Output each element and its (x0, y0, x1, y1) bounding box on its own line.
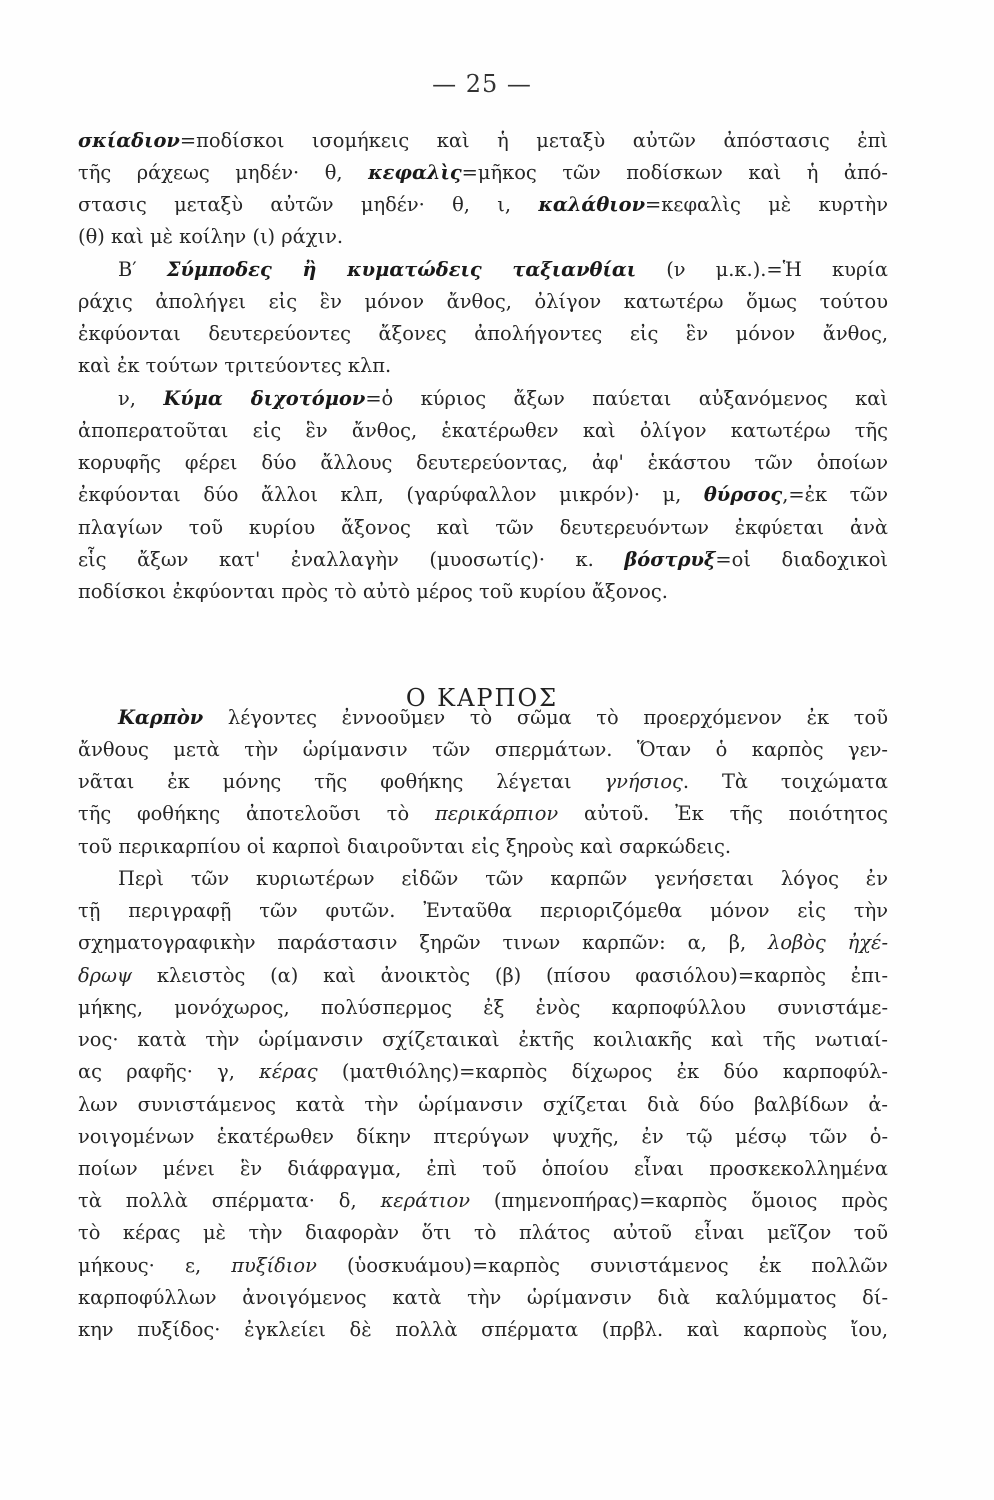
text-segment: αὐτοῦ. Ἐκ τῆς ποιότητος (558, 802, 889, 825)
term-italic: δρωψ (78, 964, 133, 987)
text-line (78, 1223, 888, 1242)
term-bold: καλάθιον (538, 193, 646, 216)
term-bold: σκίαδιον (78, 129, 180, 152)
text-line (78, 163, 888, 182)
text-segment: νοιγομένων ἑκατέρωθεν δίκην πτερύγων ψυχῆς, ἐν τῷ μέσῳ τῶν ὁ- (78, 1125, 888, 1148)
text-segment: ἄνθους μετὰ τὴν ὡρίμανσιν τῶν σπερμάτων. Ὅταν ὁ καρπὸς γεν- (78, 738, 888, 761)
section-heading: Ο ΚΑΡΠΟΣ (405, 684, 559, 712)
text-segment: (ματθιόλης)=καρπὸς δίχωρος ἐκ δύο καρποφύλ- (317, 1060, 888, 1083)
text-line (78, 837, 888, 856)
text-line (118, 389, 888, 408)
text-segment: ἀποπερατοῦται εἰς ἓν ἄνθος, ἑκατέρωθεν καὶ ὀλίγον κατωτέρω τῆς (78, 419, 888, 442)
text-segment: ποίων μένει ἓν διάφραγμα, ἐπὶ τοῦ ὁποίου εἶναι προσκεκολλημένα (78, 1157, 888, 1180)
text-segment: καρποφύλλων ἀνοιγόμενος κατὰ τὴν ὡρίμανσιν διὰ καλύμματος δί- (78, 1286, 888, 1309)
text-segment: μήκους· ε, (78, 1254, 232, 1277)
text-segment: Β′ (118, 258, 167, 281)
text-segment: τὸ κέρας μὲ τὴν διαφορὰν ὅτι τὸ πλάτος αὐτοῦ εἶναι μεῖζον τοῦ (78, 1221, 888, 1244)
text-line (118, 869, 888, 888)
text-segment: λων συνιστάμενος κατὰ τὴν ὡρίμανσιν σχίζεται διὰ δύο βαλβίδων ἀ- (78, 1093, 888, 1116)
text-line (78, 292, 888, 311)
text-line (78, 1127, 888, 1146)
text-line (78, 131, 888, 150)
text-segment: (ὑοσκυάμου)=καρπὸς συνιστάμενος ἐκ πολλῶν (316, 1254, 888, 1277)
text-line (78, 1030, 888, 1049)
text-segment: τῇ περιγραφῇ τῶν φυτῶν. Ἐνταῦθα περιοριζόμεθα μόνον εἰς τὴν (78, 899, 888, 922)
text-line (78, 485, 888, 504)
text-segment: λέγοντες ἐννοοῦμεν τὸ σῶμα τὸ προερχόμενον ἐκ τοῦ (203, 706, 888, 729)
text-segment: κλειστὸς (α) καὶ ἀνοικτὸς (β) (πίσου φασιόλου)=καρπὸς ἐπι- (132, 964, 888, 987)
text-segment: Περὶ τῶν κυριωτέρων εἰδῶν τῶν καρπῶν γενήσεται λόγος ἐν (118, 867, 888, 890)
text-line (78, 933, 888, 952)
text-segment: ν, (118, 387, 164, 410)
text-line (78, 195, 888, 214)
page-number: — 25 — (432, 70, 532, 98)
term-bold: Σύμποδες ἢ κυματώδεις ταξιανθίαι (166, 258, 637, 281)
text-segment: μήκης, μονόχωρος, πολύσπερμος ἐξ ἑνὸς καρποφύλλου συνιστάμε- (78, 996, 888, 1019)
text-line (78, 998, 888, 1017)
text-line (78, 550, 888, 569)
text-segment: σχηματογραφικὴν παράστασιν ξηρῶν τινων καρπῶν: α, β, (78, 931, 769, 954)
text-segment: ,=ἐκ τῶν (782, 483, 888, 506)
term-italic: κεράτιον (380, 1189, 470, 1212)
text-line (78, 582, 888, 601)
term-bold: κεφαλὶς (368, 161, 462, 184)
text-segment: νᾶται ἐκ μόνης τῆς φοθήκης λέγεται (78, 770, 605, 793)
text-segment: ἐκφύονται δευτερεύοντες ἄξονες ἀπολήγοντες εἰς ἓν μόνον ἄνθος, (78, 322, 888, 345)
text-segment: ποδίσκοι ἐκφύονται πρὸς τὸ αὐτὸ μέρος τοῦ κυρίου ἄξονος. (78, 580, 668, 603)
text-line (78, 1256, 888, 1275)
text-segment: =κεφαλὶς μὲ κυρτὴν (645, 193, 888, 216)
text-segment: κορυφῆς φέρει δύο ἄλλους δευτερεύοντας, ἀφ' ἑκάστου τῶν ὁποίων (78, 451, 888, 474)
text-segment: νος· κατὰ τὴν ὡρίμανσιν σχίζεταικαὶ ἐκτῆς κοιλιακῆς καὶ τῆς νωτιαί- (78, 1028, 888, 1051)
text-line (78, 1095, 888, 1114)
text-line (78, 227, 888, 246)
text-line (78, 1191, 888, 1210)
text-segment: ἐκφύονται δύο ἄλλοι κλπ, (γαρύφαλλον μικρόν)· μ, (78, 483, 704, 506)
term-italic: γνήσιος (604, 770, 683, 793)
term-bold: βόστρυξ (624, 548, 716, 571)
text-segment: στασις μεταξὺ αὐτῶν μηδέν· θ, ι, (78, 193, 539, 216)
text-segment: κην πυξίδος· ἐγκλείει δὲ πολλὰ σπέρματα (πρβλ. καὶ καρποὺς ἴου, (78, 1318, 888, 1341)
text-segment: τῆς φοθήκης ἀποτελοῦσι τὸ (78, 802, 436, 825)
text-line (78, 740, 888, 759)
text-line (78, 1320, 888, 1339)
text-segment: =οἱ διαδοχικοὶ (715, 548, 888, 571)
text-line (78, 901, 888, 920)
text-line (78, 804, 888, 823)
text-segment: τοῦ περικαρπίου οἱ καρποὶ διαιροῦνται εἰς ξηροὺς καὶ σαρκώδεις. (78, 835, 732, 858)
text-segment: . Τὰ τοιχώματα (682, 770, 889, 793)
text-line (78, 324, 888, 343)
text-line (78, 421, 888, 440)
text-line (78, 518, 888, 537)
text-line (78, 356, 888, 375)
term-bold: Καρπὸν (118, 706, 204, 729)
text-line (78, 966, 888, 985)
text-segment: εἷς ἄξων κατ' ἐναλλαγὴν (μυοσωτίς)· κ. (78, 548, 625, 571)
text-line (78, 1159, 888, 1178)
text-segment: =ποδίσκοι ισομήκεις καὶ ἡ μεταξὺ αὐτῶν ἀπόστασις ἐπὶ (179, 129, 888, 152)
text-line (78, 772, 888, 791)
term-bold: Κύμα διχοτόμον (163, 387, 366, 410)
text-line (78, 1288, 888, 1307)
term-bold: θύρσος (703, 483, 783, 506)
term-italic: πυξίδιον (231, 1254, 317, 1277)
text-line (78, 1062, 888, 1081)
text-line (78, 453, 888, 472)
text-segment: ας ραφῆς· γ, (78, 1060, 260, 1083)
text-segment: =ὁ κύριος ἄξων παύεται αὐξανόμενος καὶ (365, 387, 888, 410)
text-segment: τῆς ράχεως μηδέν· θ, (78, 161, 369, 184)
term-italic: περικάρπιον (435, 802, 559, 825)
term-italic: κέρας (259, 1060, 318, 1083)
term-italic: λοβὸς ἠχέ- (768, 931, 888, 954)
text-segment: (πημενοπήρας)=καρπὸς ὅμοιος πρὸς (470, 1189, 889, 1212)
text-line (118, 260, 888, 279)
text-segment: =μῆκος τῶν ποδίσκων καὶ ἡ ἀπό- (461, 161, 888, 184)
text-segment: τὰ πολλὰ σπέρματα· δ, (78, 1189, 381, 1212)
text-segment: (ν μ.κ.).=Ἡ κυρία (636, 258, 888, 281)
text-segment: πλαγίων τοῦ κυρίου ἄξονος καὶ τῶν δευτερευόντων ἐκφύεται ἀνὰ (78, 516, 888, 539)
text-segment: ράχις ἀπολήγει εἰς ἓν μόνον ἄνθος, ὀλίγον κατωτέρω ὅμως τούτου (78, 290, 888, 313)
text-segment: καὶ ἐκ τούτων τριτεύοντες κλπ. (78, 354, 392, 377)
text-segment: (θ) καὶ μὲ κοίλην (ι) ράχιν. (78, 225, 344, 248)
